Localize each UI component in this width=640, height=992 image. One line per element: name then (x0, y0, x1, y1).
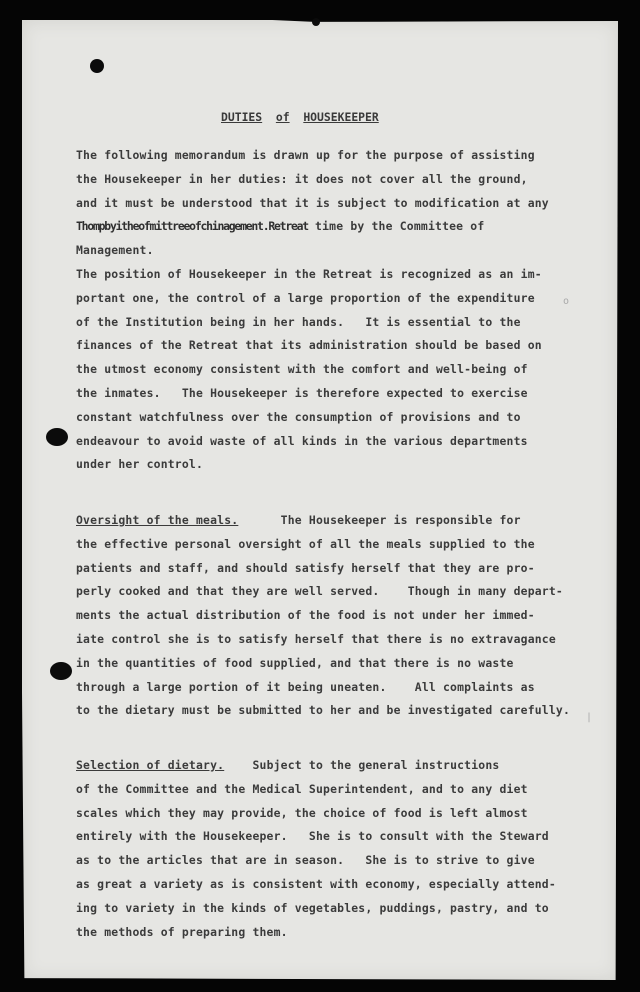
punch-hole-top (90, 59, 104, 73)
section2-line-7: the methods of preparing them. (76, 924, 288, 939)
section1-line-6: in the quantities of food supplied, and that there is no waste (76, 655, 514, 670)
intro-line-5: Management. (76, 243, 154, 258)
intro-line-3: and it must be understood that it is subject to modification at any (76, 195, 549, 210)
para1-line-9: under her control. (76, 457, 204, 472)
top-notch (312, 18, 320, 26)
section2-line-5: as great a variety as is consistent with economy, especially attend- (76, 876, 556, 891)
section1-line-8: to the dietary must be submitted to her and be investigated carefully. (76, 703, 571, 718)
section1-first-line (76, 509, 570, 533)
intro-line-2: the Housekeeper in her duties: it does not cover all the ground, (76, 171, 528, 186)
title-word-duties: DUTIES (221, 110, 263, 124)
punch-hole-lower (50, 662, 72, 680)
intro-line-4-rest: time by the Committee of (307, 219, 485, 234)
para1-line-6: the inmates. The Housekeeper is therefore expected to exercise (76, 385, 528, 400)
para1-line-1: The position of Housekeeper in the Retreat is recognized as an im- (76, 267, 542, 281)
section2-line-6: ing to variety in the kinds of vegetables, puddings, pastry, and to (76, 900, 549, 915)
overtyped-text: Thompbyitheofmittreeofchinagement.Retreat (76, 219, 308, 234)
para1-line-8: endeavour to avoid waste of all kinds in the various departments (76, 433, 528, 448)
section1-heading: Oversight of the meals. (76, 513, 239, 527)
section1-line-1: the effective personal oversight of all the meals supplied to the (76, 536, 535, 551)
para1-line-5: the utmost economy consistent with the comfort and well-being of (76, 362, 528, 377)
section1-line-2: patients and staff, and should satisfy herself that they are pro- (76, 560, 535, 575)
section1-line-3: perly cooked and that they are well served. Though in many depart- (76, 584, 563, 599)
section2-heading: Selection of dietary. (76, 758, 225, 772)
punch-hole-middle (46, 428, 68, 446)
section2-first-text: Subject to the general instructions (224, 758, 500, 772)
section-oversight-of-meals (76, 509, 570, 723)
section1-line-7: through a large portion of it being uneaten. All complaints as (76, 679, 535, 694)
intro-paragraph (76, 144, 549, 263)
section-selection-of-dietary (76, 754, 556, 944)
section2-line-2: scales which they may provide, the choice of food is left almost (76, 805, 528, 820)
title-word-housekeeper: HOUSEKEEPER (303, 110, 379, 124)
paragraph-position (76, 263, 542, 477)
para1-line-2: portant one, the control of a large proportion of the expenditure (76, 290, 535, 305)
document-title (221, 110, 379, 124)
margin-tick-mark: | (586, 712, 593, 723)
section1-line-4: ments the actual distribution of the food is not under her immed- (76, 608, 535, 623)
intro-line-1: The following memorandum is drawn up for the purpose of assisting (76, 148, 535, 162)
title-word-of: of (275, 110, 290, 124)
para1-line-3: of the Institution being in her hands. It is essential to the (76, 314, 521, 329)
section2-first-line (76, 754, 556, 778)
section2-line-3: entirely with the Housekeeper. She is to consult with the Steward (76, 829, 549, 844)
section2-line-1: of the Committee and the Medical Superintendent, and to any diet (76, 781, 528, 796)
section2-line-4: as to the articles that are in season. She is to strive to give (76, 853, 535, 868)
para1-line-4: finances of the Retreat that its administration should be based on (76, 338, 542, 353)
para1-line-7: constant watchfulness over the consumption of provisions and to (76, 409, 521, 424)
margin-circle-mark: o (563, 296, 570, 307)
section1-first-text: The Housekeeper is responsible for (238, 513, 521, 527)
section1-line-5: iate control she is to satisfy herself that there is no extravagance (76, 631, 556, 646)
intro-line-4 (76, 215, 549, 239)
